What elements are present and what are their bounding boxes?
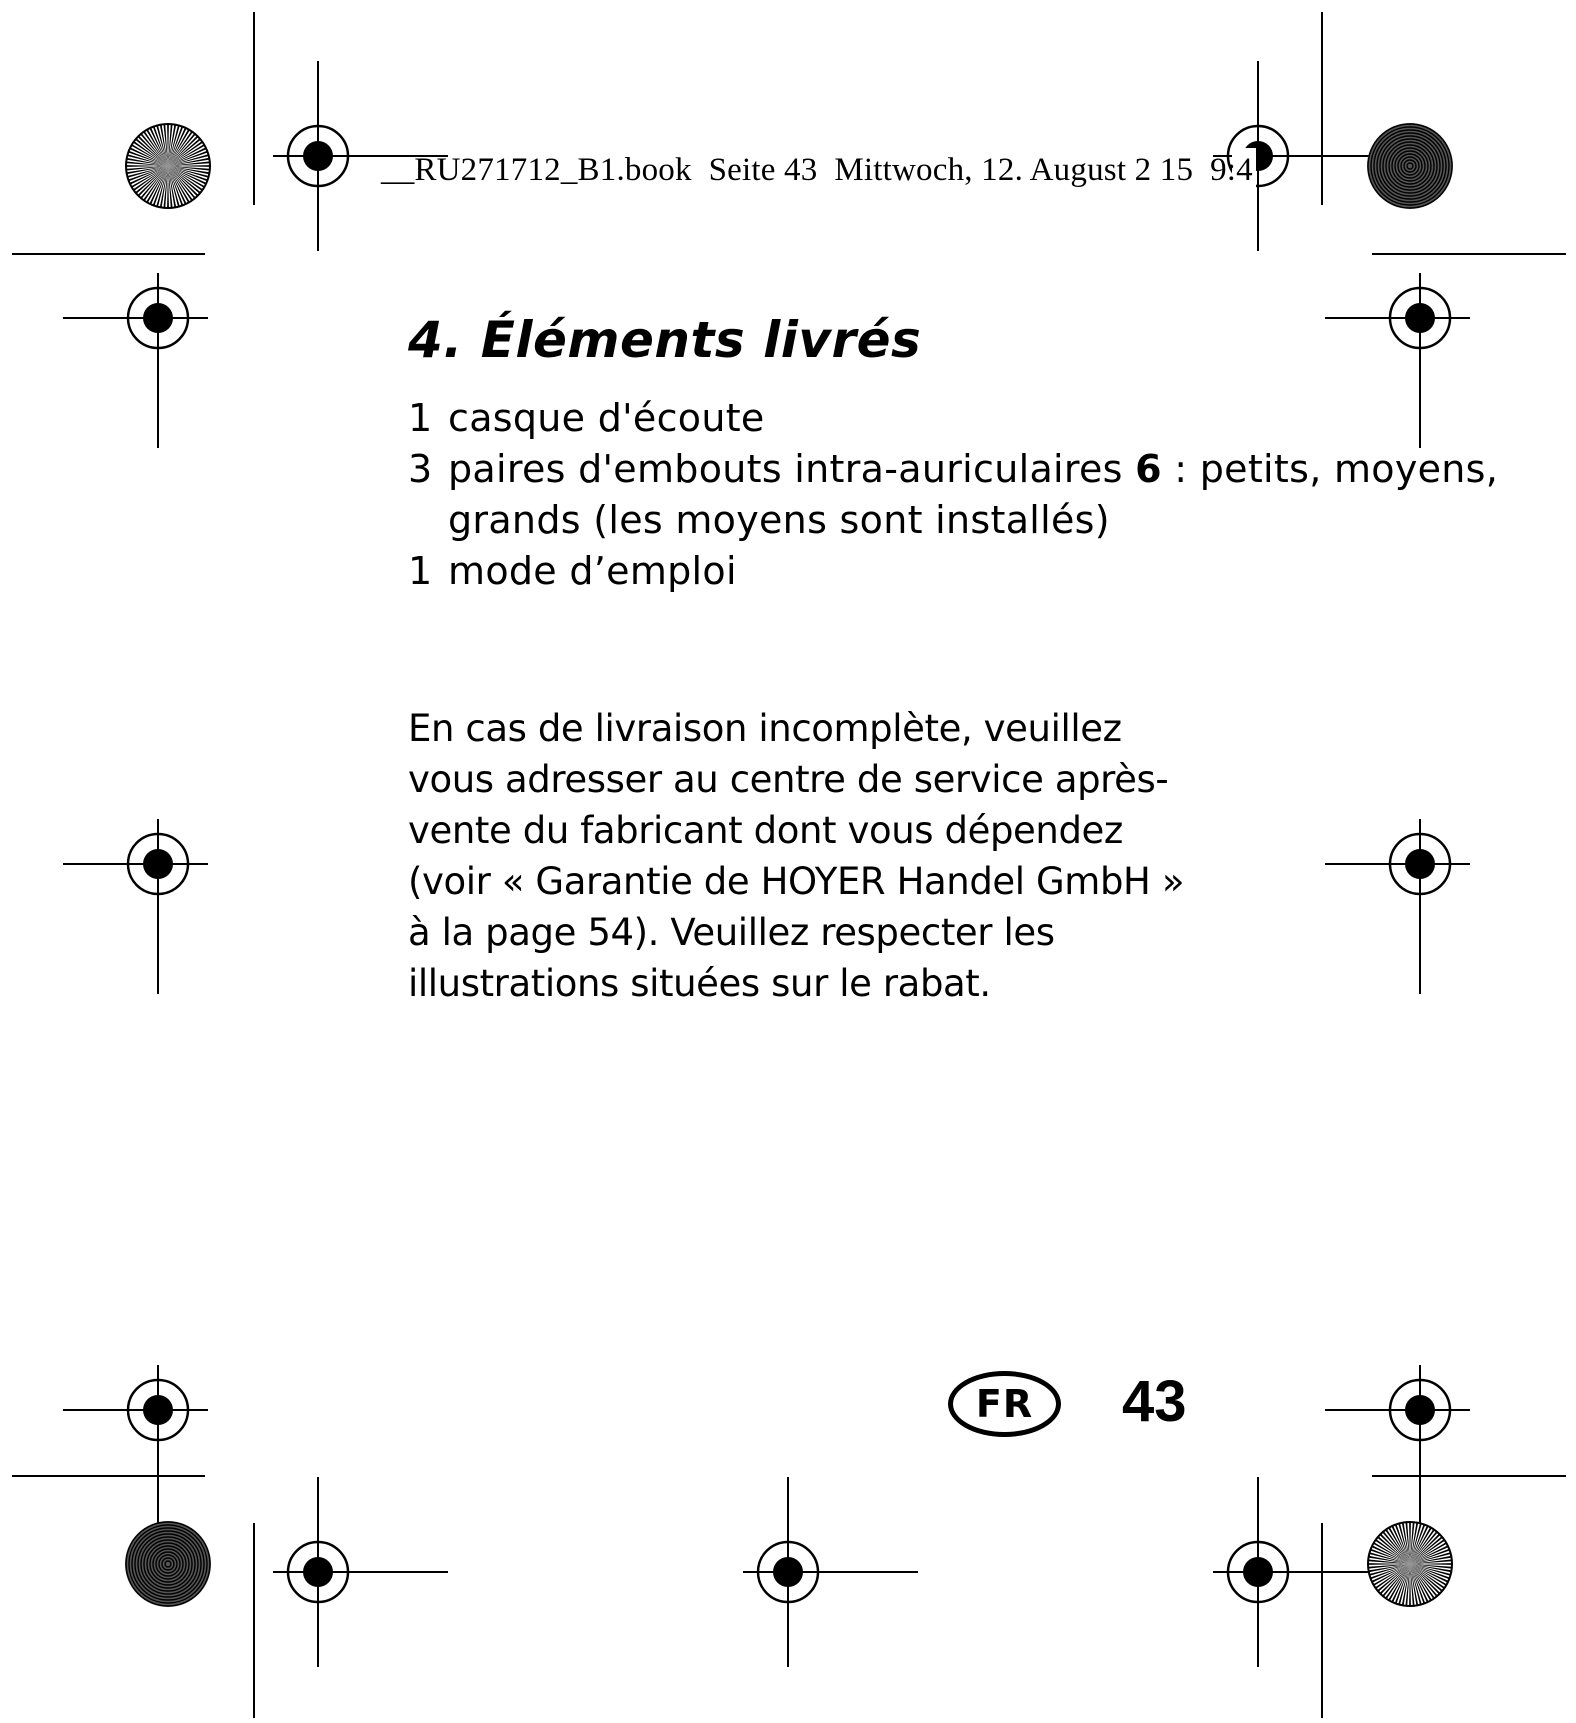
- item-text: paires d'embouts intra-auriculaires: [448, 447, 1136, 491]
- concentric-rosette: [125, 1521, 211, 1607]
- list-item: [408, 546, 1576, 597]
- item-text: casque d'écoute: [448, 396, 765, 440]
- item-quantity: 1: [408, 396, 433, 440]
- registration-mark: [273, 1477, 448, 1667]
- part-reference-number: 6: [1135, 447, 1162, 491]
- list-item: [408, 444, 1576, 546]
- registration-mark: [63, 1365, 208, 1540]
- item-quantity: 3: [408, 447, 433, 491]
- page-number: 43: [1122, 1369, 1187, 1434]
- registration-mark: [1213, 1477, 1388, 1667]
- concentric-rosette: [1367, 123, 1453, 209]
- starburst-rosette: [1368, 1522, 1452, 1606]
- starburst-rosette: [126, 124, 210, 208]
- language-badge: FR: [948, 1371, 1061, 1437]
- registration-mark: [743, 1477, 918, 1667]
- list-item: [408, 393, 1576, 444]
- registration-mark: [1325, 819, 1470, 994]
- section-title: 4. Éléments livrés: [408, 311, 922, 369]
- registration-mark: [1325, 1365, 1470, 1540]
- item-quantity: 1: [408, 549, 433, 593]
- registration-mark: [63, 819, 208, 994]
- item-text: mode d’emploi: [448, 549, 737, 593]
- delivery-contents-list: [408, 393, 1576, 597]
- item-text-continued: : petits, moyens, grands (les moyens sont installés): [448, 447, 1499, 542]
- registration-mark: [63, 273, 208, 448]
- incomplete-delivery-paragraph: En cas de livraison incomplète, veuillez vous adresser au centre de service après-vente du fabricant dont vous dépendez (voir « Garantie de HOYER Handel GmbH » à la page 54). Veuillez respecter les illustrations situées sur le rabat.: [408, 707, 1185, 1005]
- print-slug-line: __RU271712_B1.book Seite 43 Mittwoch, 12. August 2 15 9:4: [381, 152, 1253, 188]
